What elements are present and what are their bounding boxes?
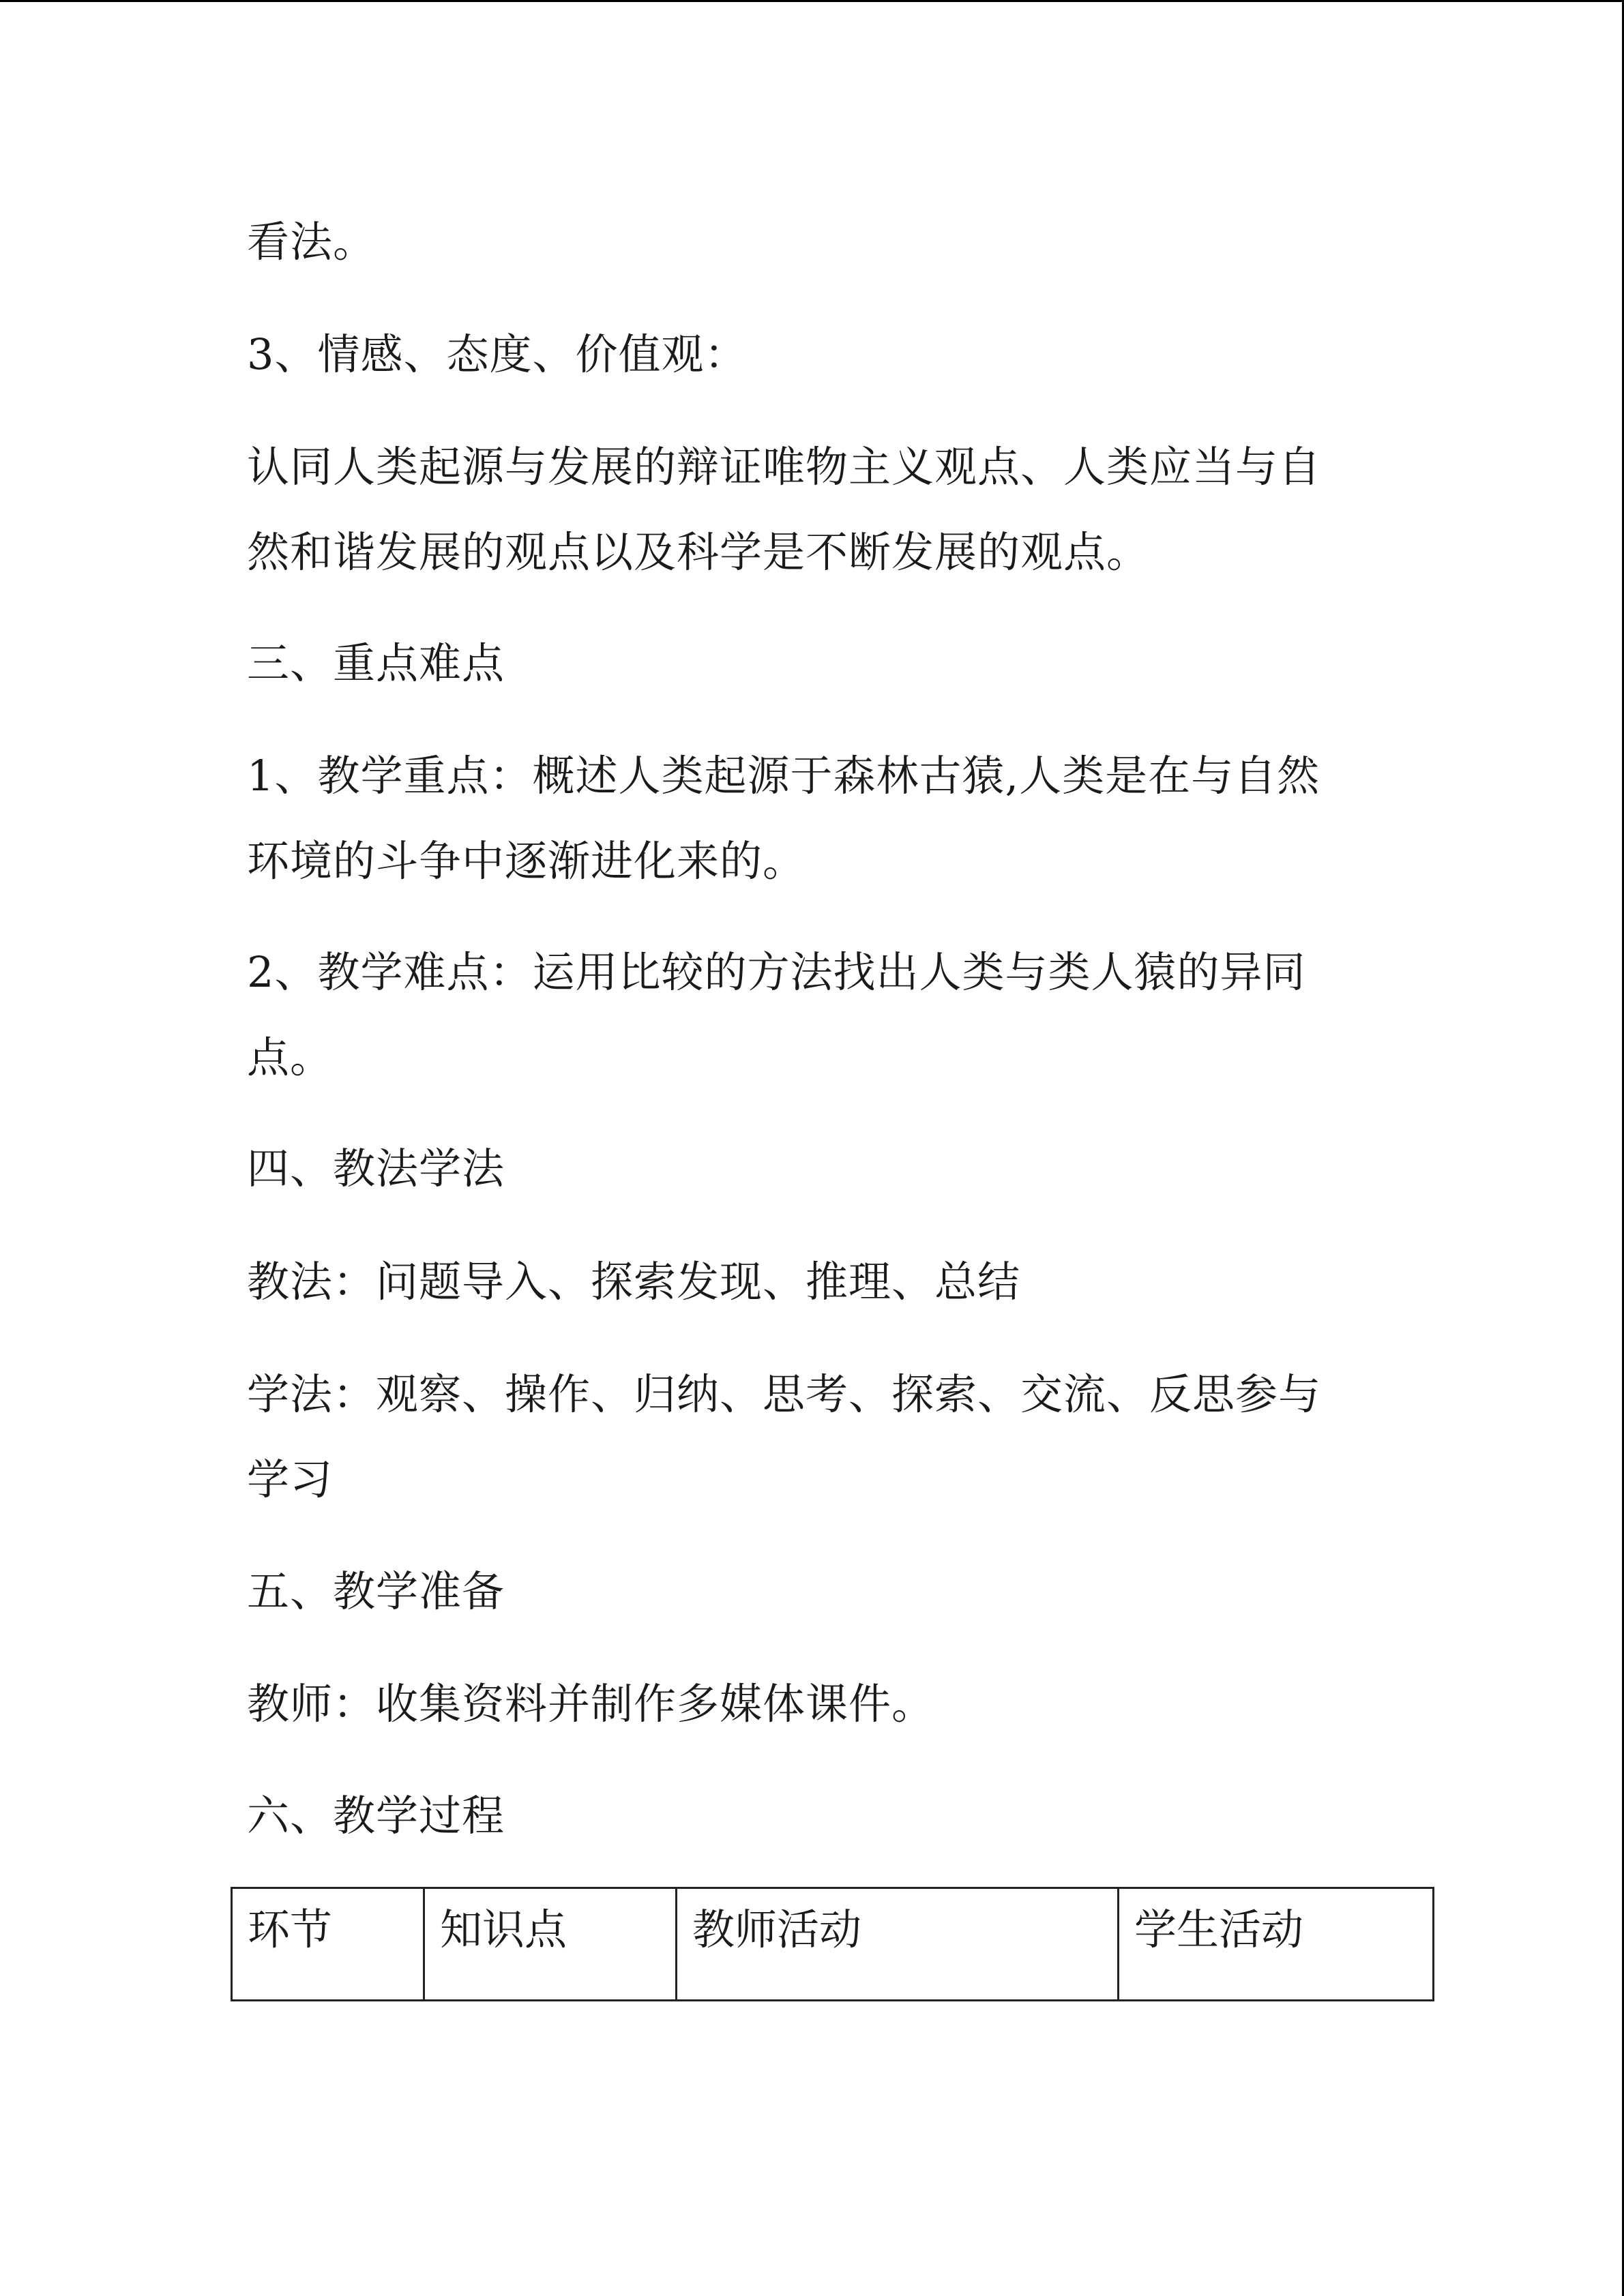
paragraph-line: 教法：问题导入、探索发现、推理、总结 — [247, 1257, 1021, 1307]
table-header-cell: 环节 — [232, 1888, 424, 2001]
table-header-row — [232, 1888, 1434, 2001]
section-heading-process: 六、教学过程 — [247, 1791, 505, 1840]
table-header-cell: 教师活动 — [677, 1888, 1119, 2001]
paragraph-line: 教师：收集资料并制作多媒体课件。 — [247, 1679, 935, 1729]
paragraph-line: 学习 — [247, 1455, 334, 1504]
teaching-process-table — [231, 1887, 1434, 2001]
table-header-cell: 知识点 — [424, 1888, 677, 2001]
section-heading-preparation: 五、教学准备 — [247, 1566, 505, 1616]
paragraph-line: 然和谐发展的观点以及科学是不断发展的观点。 — [247, 527, 1150, 577]
paragraph-line: 看法。 — [247, 217, 377, 267]
paragraph-line: 1、教学重点：概述人类起源于森林古猿,人类是在与自然 — [247, 751, 1320, 801]
paragraph-line: 认同人类起源与发展的辩证唯物主义观点、人类应当与自 — [247, 442, 1322, 492]
section-heading-methods: 四、教法学法 — [247, 1144, 505, 1193]
section-heading-affective-goals: 3、情感、态度、价值观： — [247, 329, 748, 379]
table-header-cell: 学生活动 — [1119, 1888, 1434, 2001]
paragraph-line: 学法：观察、操作、归纳、思考、探索、交流、反思参与 — [247, 1369, 1322, 1419]
paragraph-line: 环境的斗争中逐渐进化来的。 — [247, 836, 806, 886]
paragraph-line: 2、教学难点：运用比较的方法找出人类与类人猿的异同 — [247, 947, 1306, 997]
paragraph-line: 点。 — [247, 1032, 334, 1082]
section-heading-key-points: 三、重点难点 — [247, 638, 505, 688]
